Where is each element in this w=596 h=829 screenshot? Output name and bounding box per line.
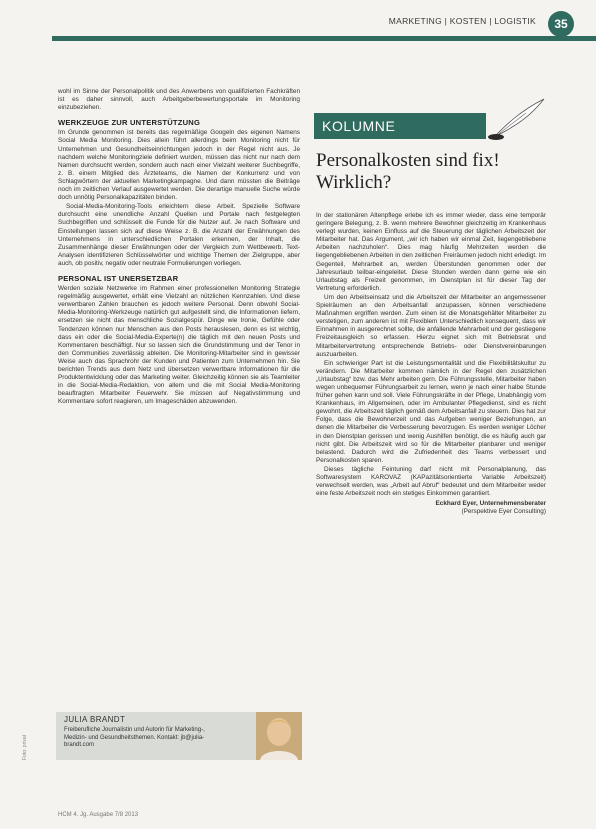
paragraph: Dieses tägliche Feintuning darf nicht mit Personalplanung, das Softwaresystem KAROVAZ (KAPazitätsorientierte Variable Arbeitszeit) verwechselt werden, was „Arbeit auf Abruf“ bedeutet und dem Mitarbeiter weder eine feste Arbeitszeit noch ein stetiges Einkommen garantiert. <box>316 465 546 498</box>
right-article-column <box>316 212 546 516</box>
author-box <box>56 712 302 760</box>
paragraph: Ein schwieriger Part ist die Leistungsmentalität und die Flexibilitätskultur zu verändern. Die Mitarbeiter kommen nämlich in der Regel den zusätzlichen „Urlaubstag“ bzw. das Mehr arbeiten gern. Die Führungsstelle, Mitarbeiter haben wegen unbequemer Führungsarbeit zu lernen, wenn je nach einer halbe Stunde früher gehen kann und soll. Viele Führungskräfte in der Pflege, Unabhängig vom Krankenhaus, im Allgemeinen, oder im Ambulanter Pflegedienst, sind es nicht gewohnt, die Arbeitszeit täglich gemäß dem Arbeitsanfall zu steuern. Dies hat zur Folge, dass die Bewohnerzeit und das Aufgeben weniger Beziehungen, an denen die Mitarbeiter die Verbesserung bevorzugen. Es werden weniger Löcher in den Dienstplan gerissen und wenig Aushilfen benötigt, die es häufig auch gar nicht gibt. Die Arbeitszeit wird so für die Mitarbeiter planbarer und weniger belastend. Dadurch wird die Zufriedenheit des Teams verbessert und Personalkosten sparen. <box>316 359 546 464</box>
column-label-bar <box>314 113 486 139</box>
section-heading-tools: WERKZEUGE ZUR UNTERSTÜTZUNG <box>58 118 201 128</box>
signature-affiliation: (Perspektive Eyer Consulting) <box>461 508 546 516</box>
section-heading-personnel: PERSONAL IST UNERSETZBAR <box>58 273 179 283</box>
paragraph: Im Grunde genommen ist bereits das regelmäßige Googeln des eigenen Namens Social Media Monitoring. Dies allein führt allerdings beim Monitoring nicht für Unternehmen und Gesundheitseinrichtungen jedoch in der Regel nicht aus. Je nachdem welche Monitoringziele definiert wurden, müssen das nicht nur nach dem Namen durchsucht werden, sondern auch nach einer Vielzahl weiterer Suchbegriffe, z. B. einem Mitglied des Ärzteteams, die Namen der Konkurrenz und von Schlagwörtern der aktuellen Marketingkampagne. Und dann müssten die Beiträge noch im zeitlichen Verlauf ausgewertet werden. Die derartige manuelle Suche würde doch unnötig Personalkapazitäten binden. <box>58 129 300 202</box>
author-photo <box>256 712 302 760</box>
quill-icon <box>486 95 548 141</box>
photo-credit: Foto: privat <box>22 734 28 760</box>
section-label: MARKETING | KOSTEN | LOGISTIK <box>388 16 536 26</box>
paragraph: Social-Media-Monitoring-Tools erleichtern diese Arbeit. Spezielle Software durchsucht eine unendliche Anzahl Quellen und Portale nach festgelegten Suchbegriffen und schlüsselt die Funde für die Nutzer auf. Je nach Software und Einstellungen lassen sich auf diese Weise z. B. die Anzahl der Erwähnungen des Unternehmens in unterschiedlichen Portalen erkennen, der Inhalt, die Zusammenhänge dieser Erwähnungen oder der Vergleich zum Wettbewerb. Text-Analysen identifizieren Schlüsselwörter und wichtige Themen der Zielgruppe, aber auch, ob positiv, negativ oder neutrale Formulierungen vorliegen. <box>58 203 300 267</box>
paragraph: Werden soziale Netzwerke im Rahmen einer professionellen Monitoring Strategie regelmäßig ausgewertet, erhält eine Vielzahl an nützlichen Kennzahlen. Und diese verwertbaren Zahlen brauchen es jedoch weitere Personal. Denn obwohl Social-Media-Monitoring-Werkzeuge natürlich gut aufgestellt sind, die Informationen liefern, ersetzen sie nicht das menschliche Sozialgespür. Dinge wie Ironie, Gefühle oder Tendenzen können nur Menschen aus den Posts herauslesen, denn es ist wichtig, dass ein oder die Social-Media-Experte(n) die täglich mit den neuen Posts und Kommentaren beschäftigt. Nur so lassen sich die Grundstimmung und der Tenor in den Communities zuverlässig ableiten. Die Monitoring-Mitarbeiter sind in gewisser Weise auch das Sprachrohr der Kunden und Patienten zum Unternehmen hin. Sie berichten Trends aus dem Netz und übersetzen verwertbare Informationen für die Produktentwicklung oder das Marketing weiter. Gleichzeitig können sie als Teamleiter in die Social-Media-Redaktion, von allem und die mit Social Media-Monitoring beauftragten Mitarbeiter Feuerwehr. Sie müssen auf Negativstimmung und Kommentare sofort reagieren, um Imageschäden abzuwenden. <box>58 285 300 406</box>
intro-paragraph: wohl im Sinne der Personalpolitik und des Anwerbens von qualifizierten Fachkräften ist es daher sinnvoll, auch Arbeitgeberbewertungsportale im Monitoring einzubeziehen. <box>58 88 300 112</box>
paragraph: Um den Arbeitseinsatz und die Arbeitszeit der Mitarbeiter an angemessener Spielräumen an den Arbeitsanfall anzupassen, können verschiedene Maßnahmen ergriffen werden. Zum einen ist die Monatsgehälter Mitarbeiter zu verstetigen, zum anderen ist mit Flexiblem Unterschiedlich konsequent, dass wir Einnahmen in ausgerechnet sollte, die anfallende Mehrarbeit und der gestiegene Freizeitausgleich so erfassen. Hierzu eignet sich mit Betriebsrat und Mitarbeitervertretung entsprechende Betriebs- oder Dienstvereinbarungen auszuarbeiten. <box>316 293 546 358</box>
paragraph: In der stationären Altenpflege erlebe ich es immer wieder, dass eine temporär geringere Belegung, z. B. wenn mehrere Bewohner gleichzeitig im Krankenhaus verlegt wurden, keinen Einfluss auf die Steuerung der täglichen Arbeitszeit der Mitarbeiter hat. Das Argument, „wir ich haben wir einmal Zeit, liegengebliebene Arbeiten nachzuholen“. Dies mag häufig Mehrzeiten werden die liegengebliebenen Arbeiten in den zeitlichen Freiräumen jedoch nicht erledigt. Im Gegenteil, Mehrarbeit an, werden Überstunden genommen oder der Jahresurlaub teilbar-eingeleitet. Diese Stunden werden dann gerne wie ein Urlaubstag als Freizeit genommen, im Dienstplan ist für dieser Tag der Vertretung erforderlich. <box>316 212 546 292</box>
column-title: Personalkosten sind fix! Wirklich? <box>316 150 500 193</box>
header-rule <box>52 36 596 41</box>
author-description: Freiberufliche Journalistin und Autorin für Marketing-, Medizin- und Gesundheitsthemen. Kontakt: jb@julia-brandt.com <box>64 727 205 748</box>
left-article-column <box>58 88 300 407</box>
author-name: JULIA BRANDT <box>64 715 126 724</box>
column-label: KOLUMNE <box>322 118 396 134</box>
signature-name: Eckhard Eyer, Unternehmensberater <box>435 500 546 508</box>
footer-text: HCM 4. Jg. Ausgabe 7/8 2013 <box>58 812 139 818</box>
page-number-badge: 35 <box>548 11 574 37</box>
